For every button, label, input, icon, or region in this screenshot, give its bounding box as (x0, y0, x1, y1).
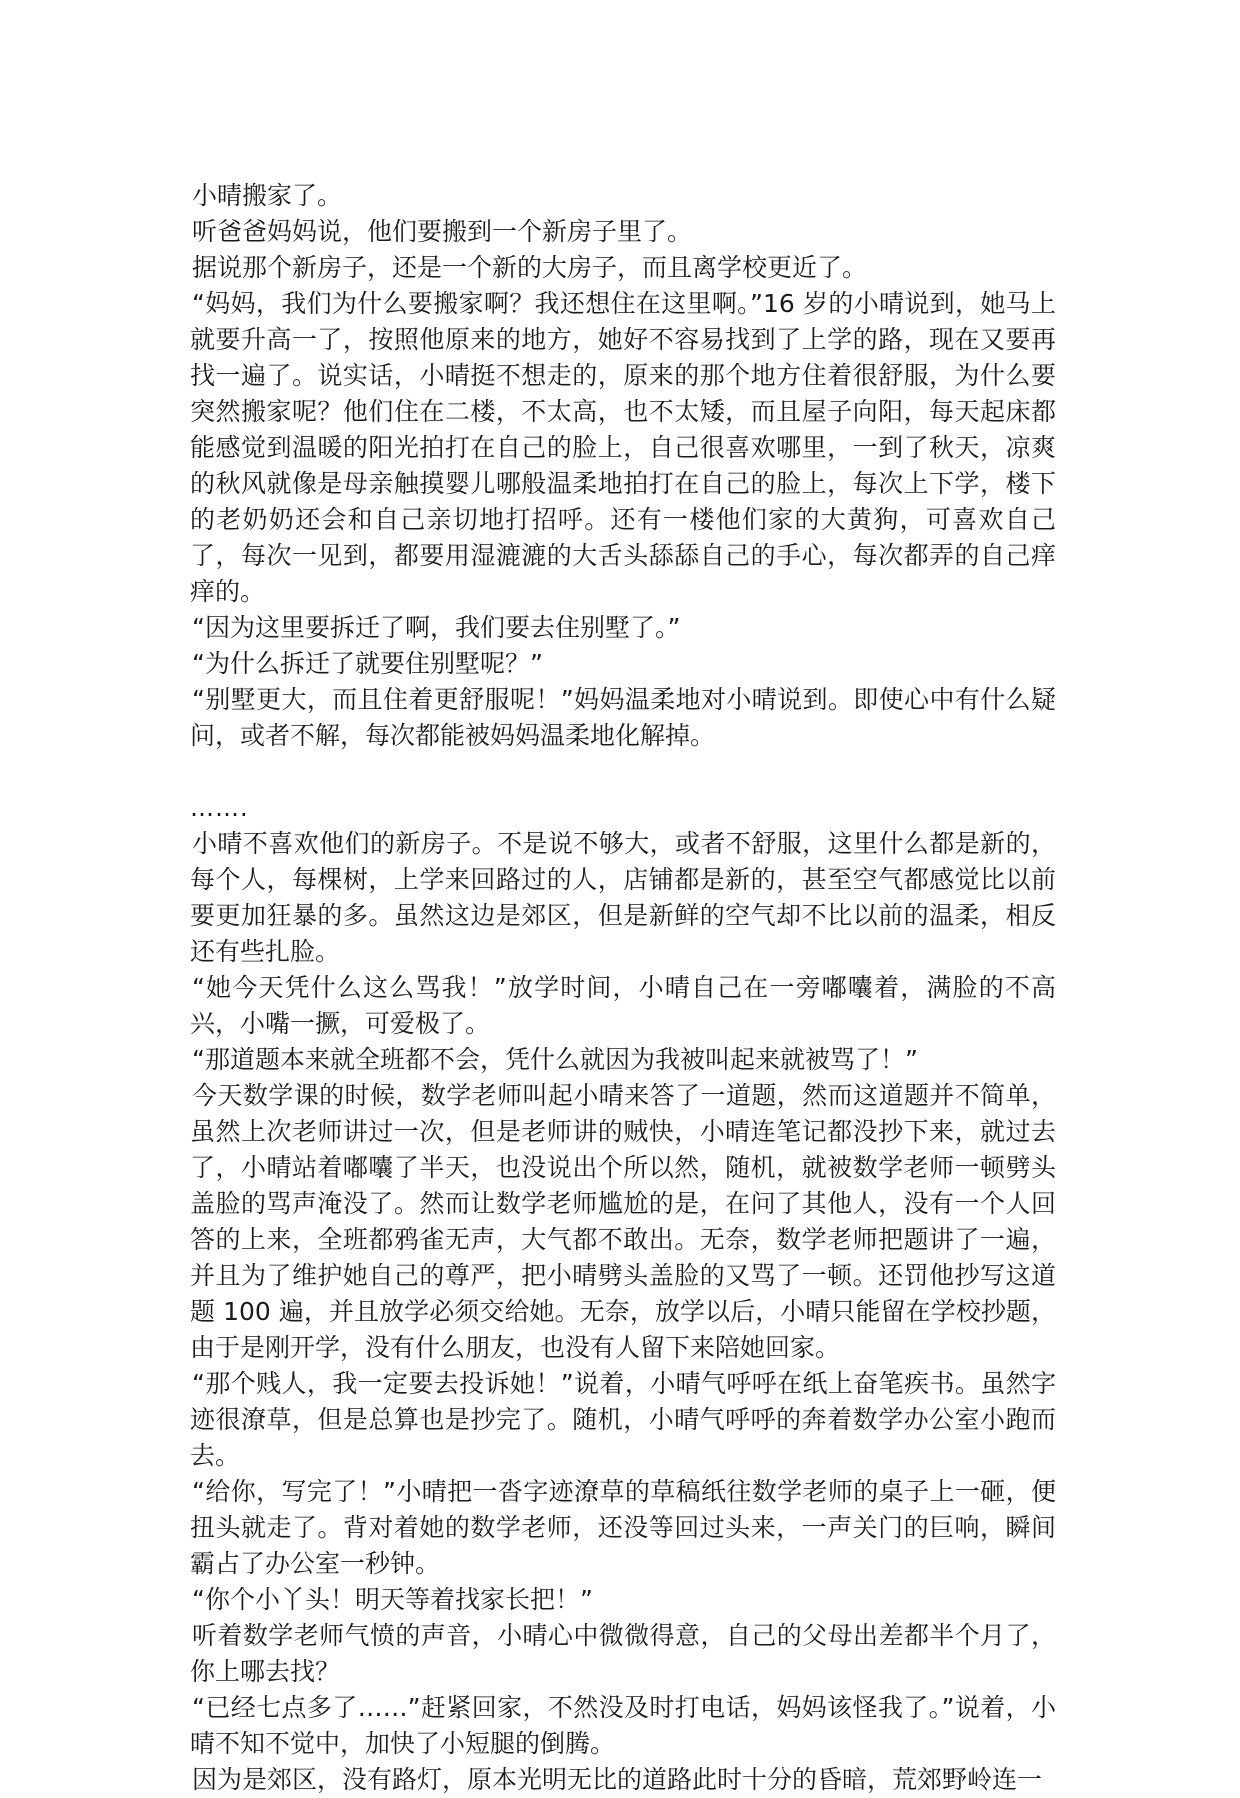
paragraph: 小晴不喜欢他们的新房子。不是说不够大，或者不舒服，这里什么都是新的，每个人，每棵树，上学来回路过的人，店铺都是新的，甚至空气都感觉比以前要更加狂暴的多。虽然这边是郊区，但是新鲜的空气却不比以前的温柔，相反还有些扎脸。 (190, 829, 1056, 966)
paragraph: 今天数学课的时候，数学老师叫起小晴来答了一道题，然而这道题并不简单，虽然上次老师讲过一次，但是老师讲的贼快，小晴连笔记都没抄下来，就过去了，小晴站着嘟囔了半天，也没说出个所以然，随机，就被数学老师一顿劈头盖脸的骂声淹没了。然而让数学老师尴尬的是，在问了其他人，没有一个人回答的上来，全班都鸦雀无声，大气都不敢出。无奈，数学老师把题讲了一遍，并且为了维护她自己的尊严，把小晴劈头盖脸的又骂了一顿。还罚他抄写这道题 100 遍，并且放学必须交给她。无奈，放学以后，小晴只能留在学校抄题，由于是刚开学，没有什么朋友，也没有人留下来陪她回家。 (190, 1081, 1056, 1362)
paragraph: “你个小丫头！明天等着找家长把！” (192, 1585, 593, 1614)
paragraph: 听着数学老师气愤的声音，小晴心中微微得意，自己的父母出差都半个月了，你上哪去找？ (190, 1621, 1056, 1686)
paragraph: “那个贱人，我一定要去投诉她！”说着，小晴气呼呼在纸上奋笔疾书。虽然字迹很潦草，但是总算也是抄完了。随机，小晴气呼呼的奔着数学办公室小跑而去。 (190, 1369, 1056, 1470)
paragraph: “那道题本来就全班都不会，凭什么就因为我被叫起来就被骂了！” (192, 1045, 918, 1074)
document-body (190, 178, 1056, 1798)
section-separator: ……. (190, 794, 249, 822)
paragraph: 因为是郊区，没有路灯，原本光明无比的道路此时十分的昏暗，荒郊野岭连一 (192, 1765, 1043, 1794)
paragraph: 小晴搬家了。 (192, 181, 343, 210)
paragraph: “为什么拆迁了就要住别墅呢？” (192, 649, 543, 678)
paragraph: “已经七点多了……”赶紧回家，不然没及时打电话，妈妈该怪我了。”说着，小晴不知不觉中，加快了小短腿的倒腾。 (190, 1693, 1056, 1758)
paragraph: “给你，写完了！”小晴把一沓字迹潦草的草稿纸往数学老师的桌子上一砸，便扭头就走了。背对着她的数学老师，还没等回过头来，一声关门的巨响，瞬间霸占了办公室一秒钟。 (190, 1477, 1056, 1578)
paragraph: 据说那个新房子，还是一个新的大房子，而且离学校更近了。 (192, 253, 868, 282)
paragraph: “她今天凭什么这么骂我！”放学时间，小晴自己在一旁嘟囔着，满脸的不高兴，小嘴一撅，可爱极了。 (190, 973, 1056, 1038)
paragraph: “因为这里要拆迁了啊，我们要去住别墅了。” (192, 613, 681, 642)
paragraph: “妈妈，我们为什么要搬家啊？我还想住在这里啊。”16 岁的小晴说到，她马上就要升高一了，按照他原来的地方，她好不容易找到了上学的路，现在又要再找一遍了。说实话，小晴挺不想走的，原来的那个地方住着很舒服，为什么要突然搬家呢？他们住在二楼，不太高，也不太矮，而且屋子向阳，每天起床都能感觉到温暖的阳光拍打在自己的脸上，自己很喜欢哪里，一到了秋天，凉爽的秋风就像是母亲触摸婴儿哪般温柔地拍打在自己的脸上，每次上下学，楼下的老奶奶还会和自己亲切地打招呼。还有一楼他们家的大黄狗，可喜欢自己了，每次一见到，都要用湿漉漉的大舌头舔舔自己的手心，每次都弄的自己痒痒的。 (190, 289, 1056, 606)
paragraph: 听爸爸妈妈说，他们要搬到一个新房子里了。 (192, 217, 693, 246)
paragraph: “别墅更大，而且住着更舒服呢！”妈妈温柔地对小晴说到。即使心中有什么疑问，或者不解，每次都能被妈妈温柔地化解掉。 (190, 685, 1056, 750)
